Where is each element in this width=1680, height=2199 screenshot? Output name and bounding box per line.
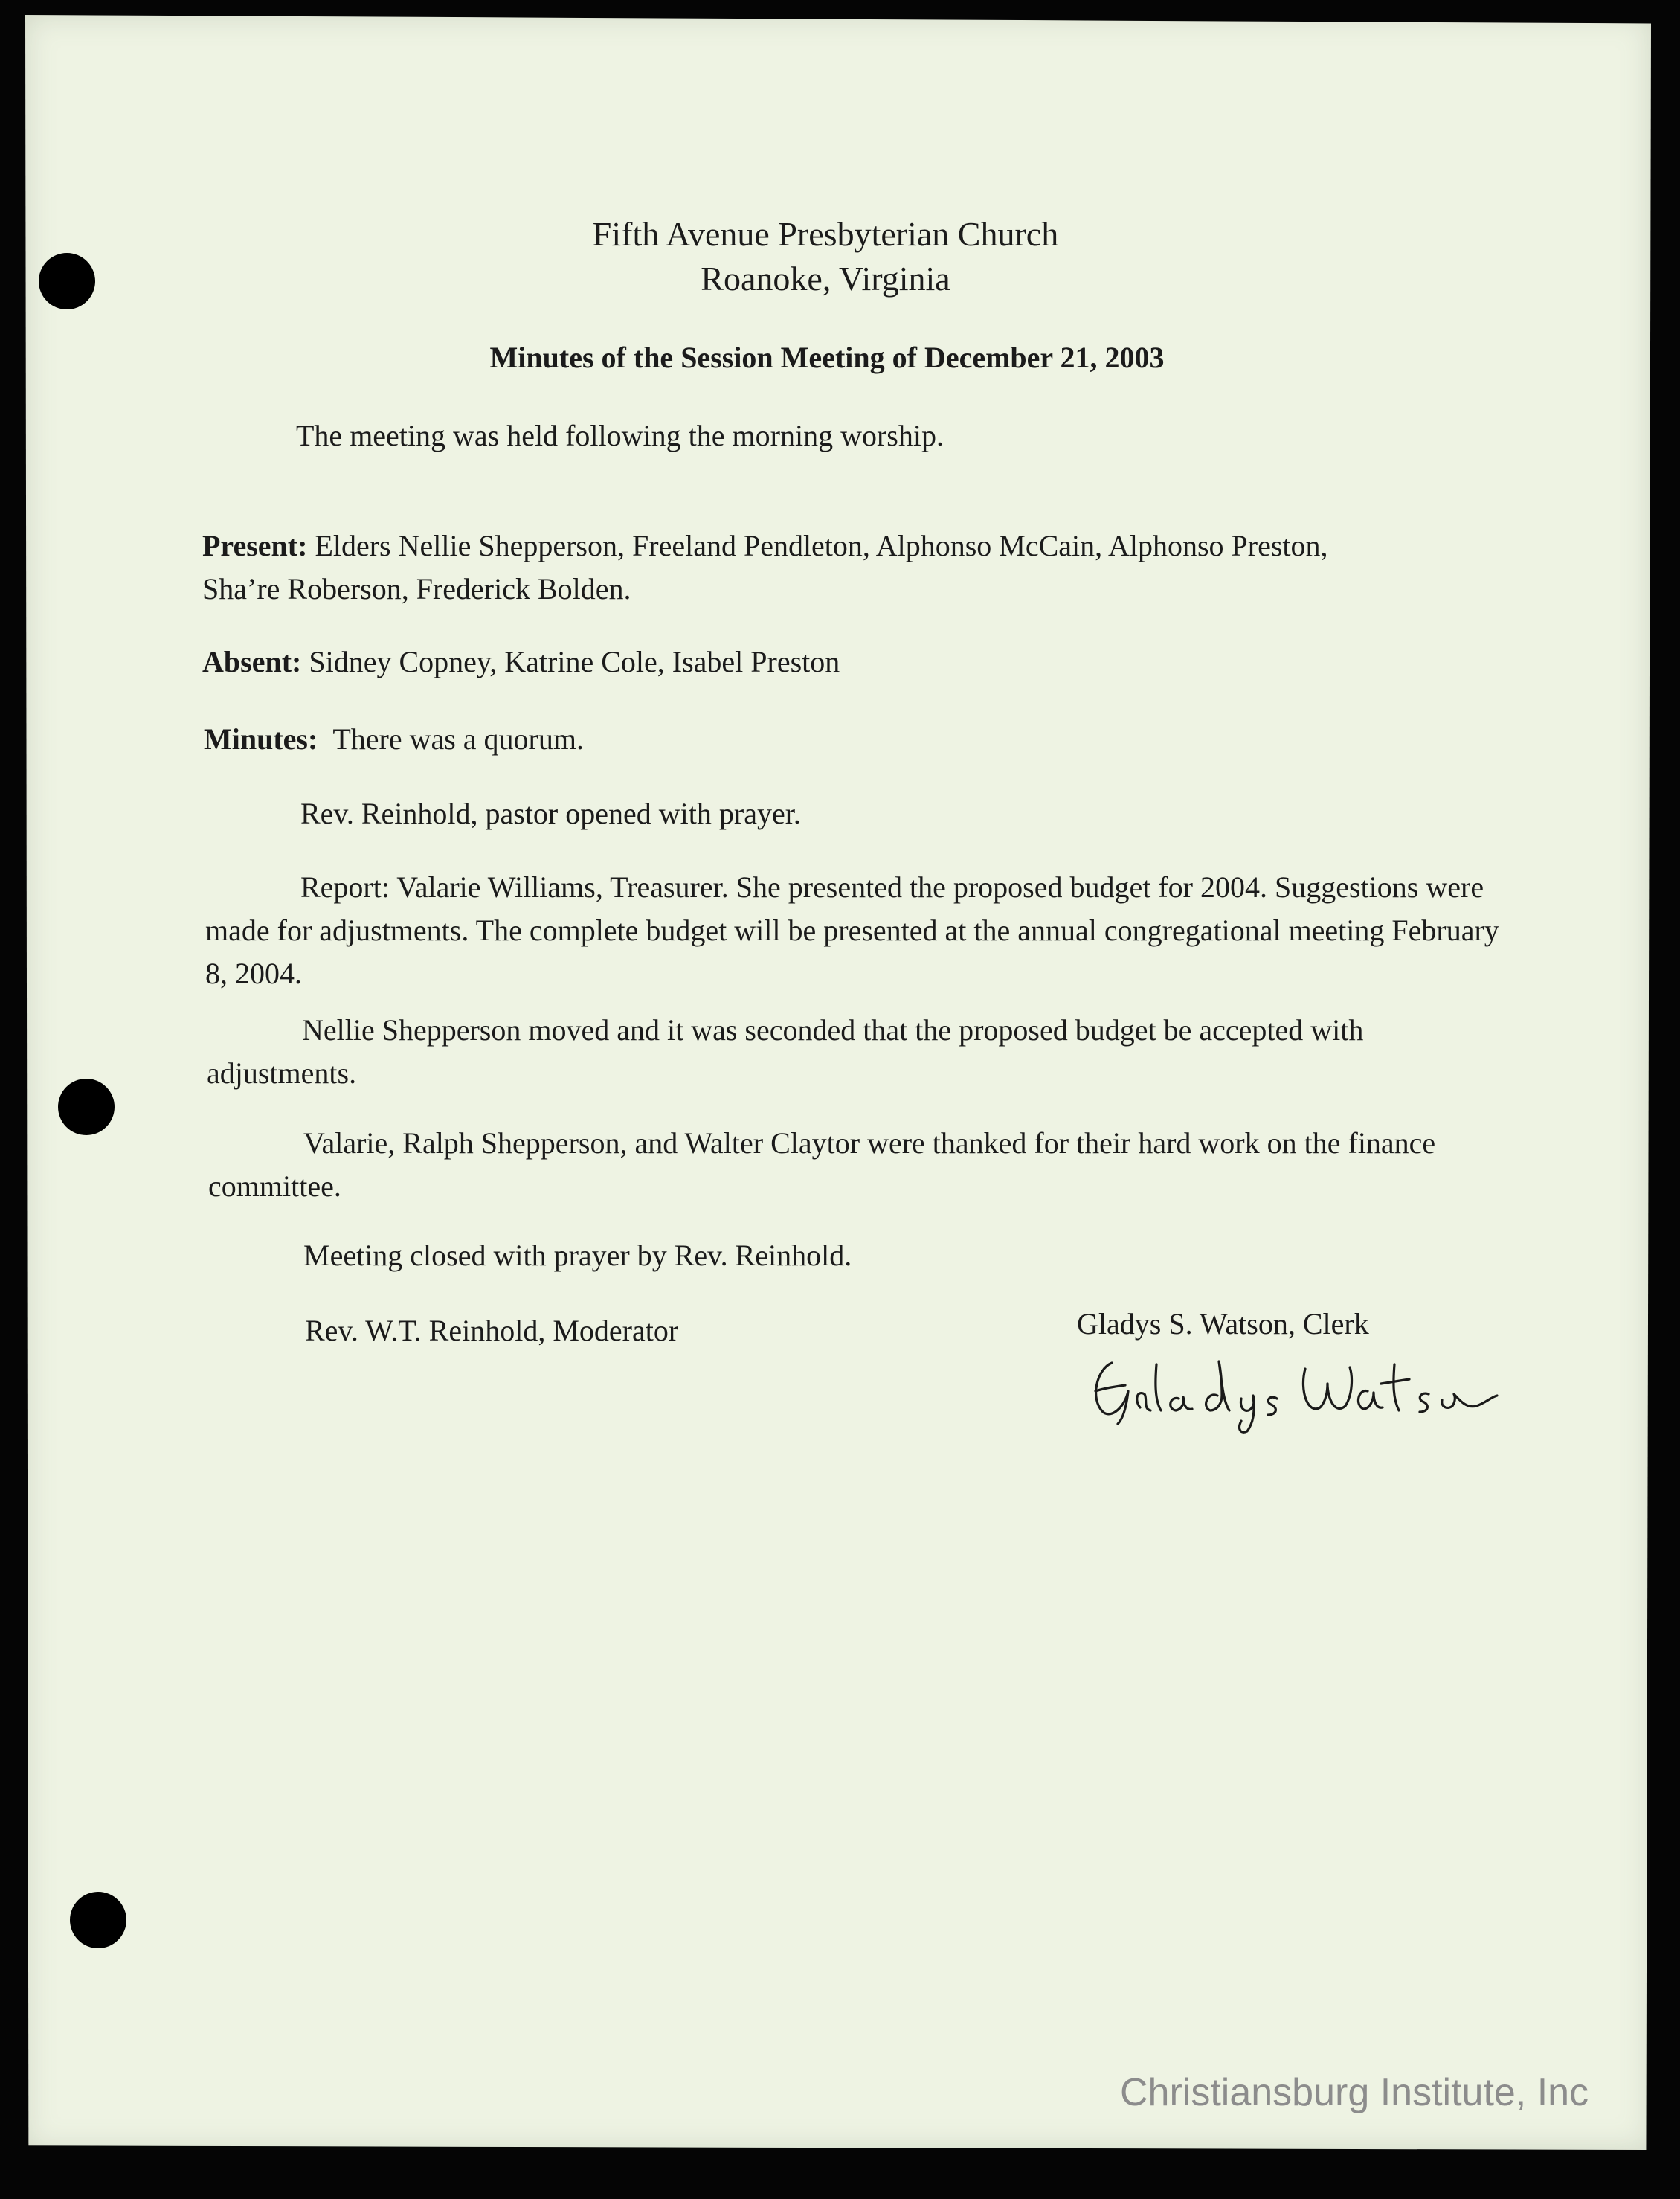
minutes-line	[204, 720, 584, 759]
absent-names: Sidney Copney, Katrine Cole, Isabel Preston	[309, 645, 840, 678]
present-names-1: Elders Nellie Shepperson, Freeland Pendleton, Alphonso McCain, Alphonso Preston,	[315, 529, 1328, 562]
intro-line: The meeting was held following the morning worship.	[296, 419, 944, 452]
absent-line	[202, 643, 840, 681]
church-name: Fifth Avenue Presbyterian Church	[592, 215, 1059, 253]
punch-hole-bottom	[70, 1892, 126, 1948]
moderator-signature-line: Rev. W.T. Reinhold, Moderator	[305, 1314, 679, 1347]
minutes-label: Minutes:	[204, 722, 318, 756]
clerk-handwritten-signature	[1082, 1346, 1499, 1439]
church-location: Roanoke, Virginia	[701, 260, 950, 298]
motion-paragraph: Nellie Shepperson moved and it was seconded that the proposed budget be accepted with adjustments.	[207, 1013, 1364, 1090]
absent-label: Absent:	[202, 645, 302, 678]
minutes-text: There was a quorum.	[332, 722, 584, 756]
watermark-text: Christiansburg Institute, Inc	[1120, 2071, 1589, 2114]
punch-hole-middle	[58, 1079, 115, 1135]
present-label: Present:	[202, 529, 308, 562]
report-paragraph: Report: Valarie Williams, Treasurer. She presented the proposed budget for 2004. Suggestions were made for adjustments. The complete budget will be presented at the annual congregational meeting February 8, 2004.	[205, 870, 1499, 990]
prayer-open-paragraph: Rev. Reinhold, pastor opened with prayer.	[300, 797, 801, 830]
punch-hole-top	[39, 253, 95, 309]
meeting-title: Minutes of the Session Meeting of December 21, 2003	[489, 341, 1165, 374]
clerk-signature-line: Gladys S. Watson, Clerk	[1077, 1307, 1369, 1341]
present-names-2: Sha’re Roberson, Frederick Bolden.	[202, 572, 631, 606]
thanks-paragraph: Valarie, Ralph Shepperson, and Walter Claytor were thanked for their hard work on the finance committee.	[208, 1126, 1436, 1203]
present-line-1	[202, 527, 1328, 565]
prayer-close-paragraph: Meeting closed with prayer by Rev. Reinhold.	[303, 1239, 852, 1272]
